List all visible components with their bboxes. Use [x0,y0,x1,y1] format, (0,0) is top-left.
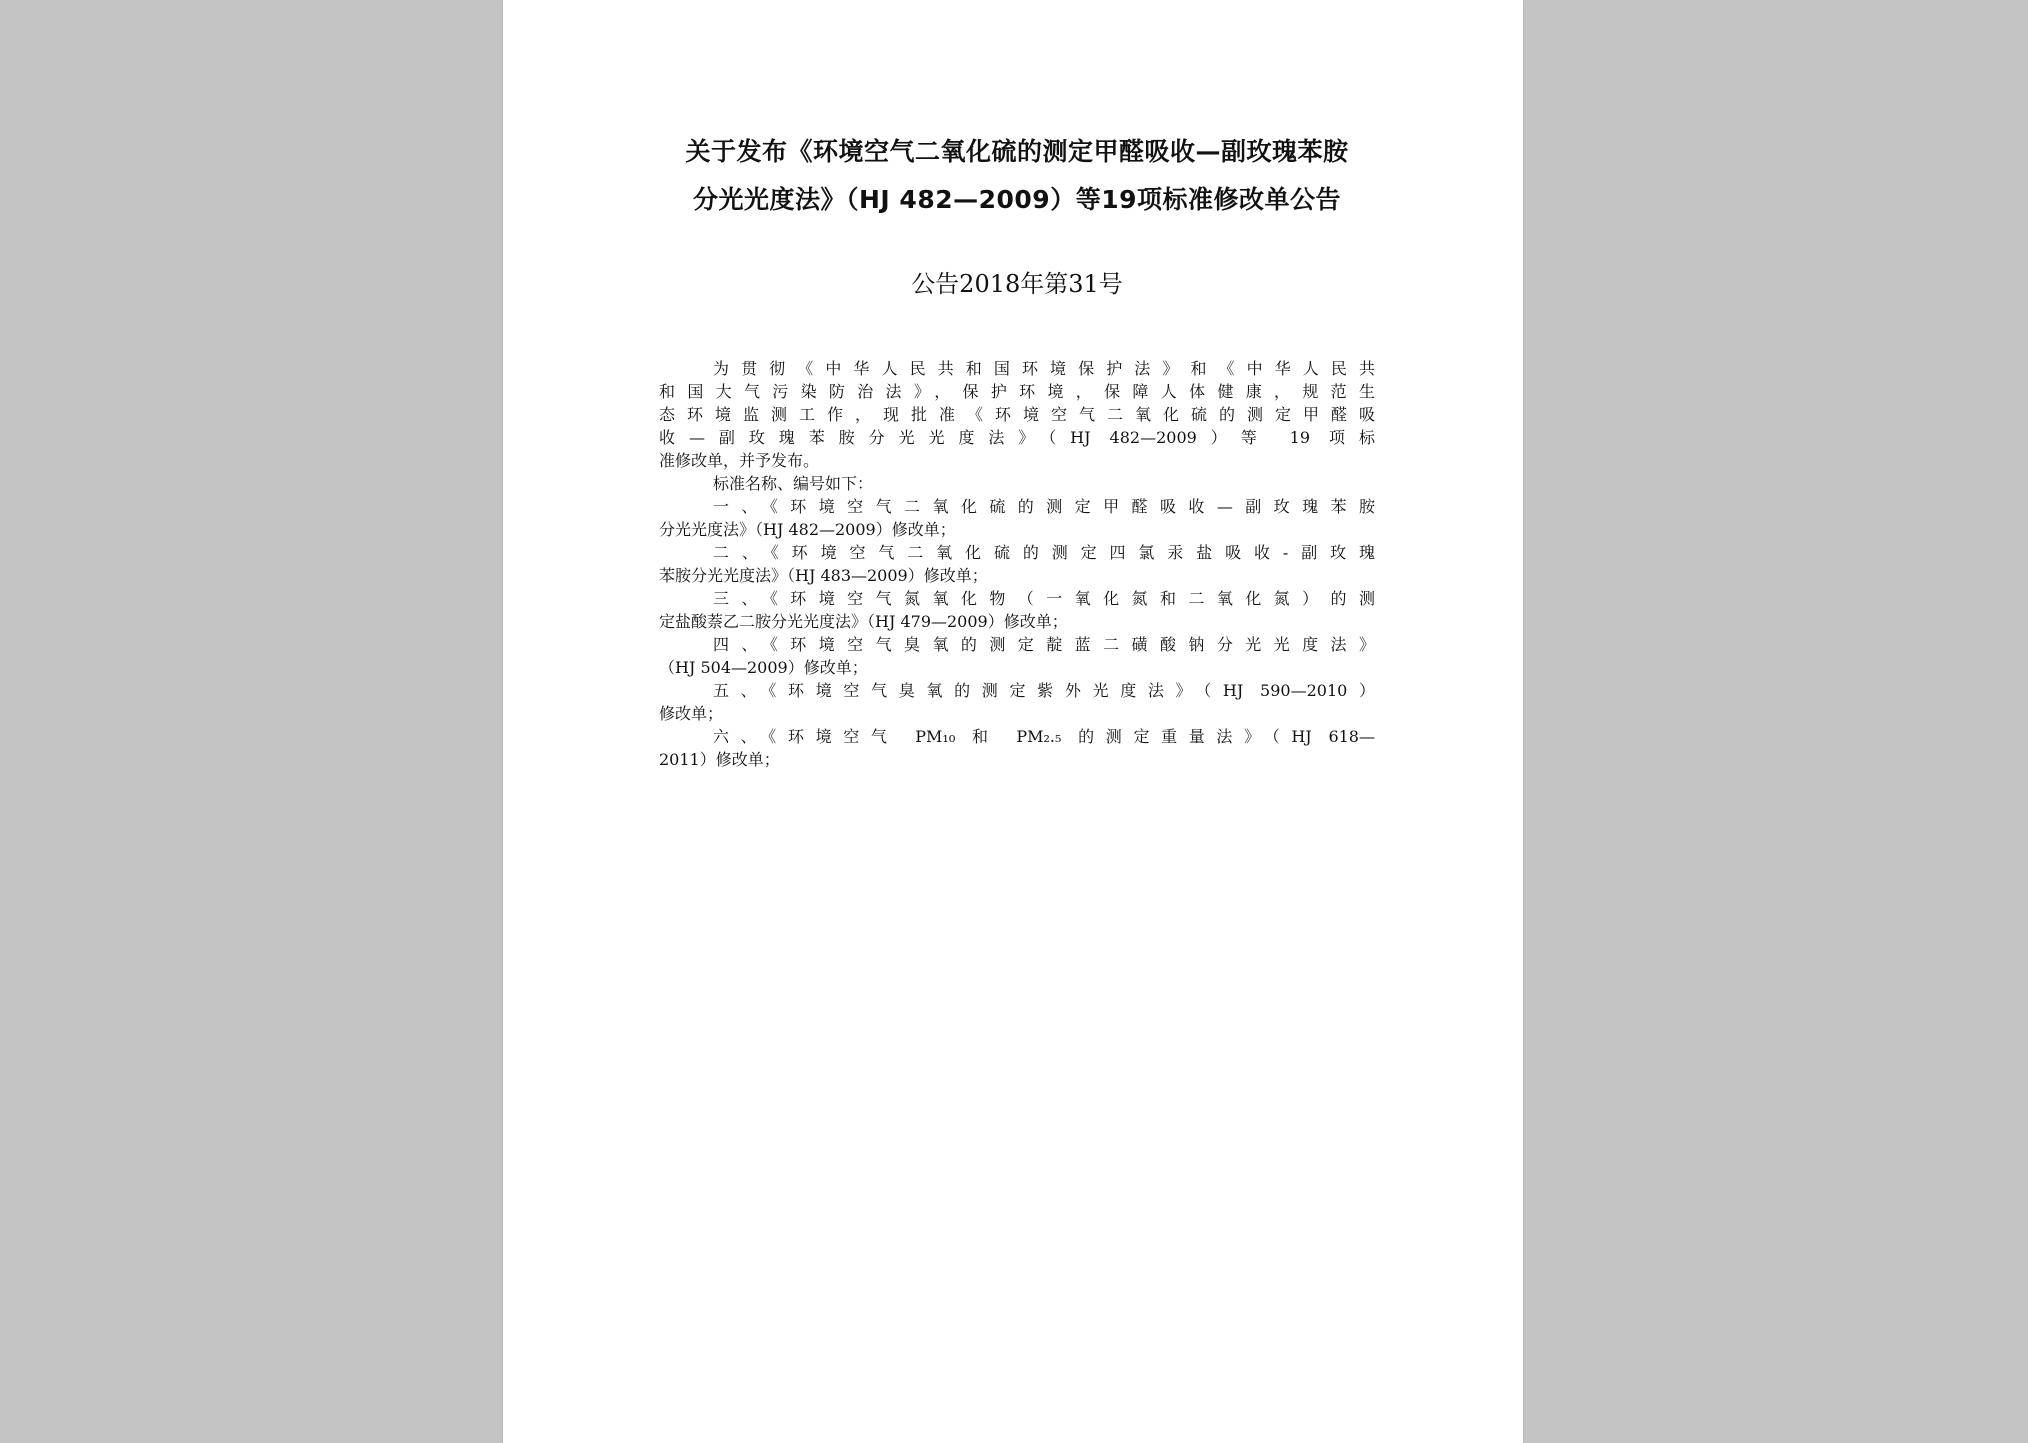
standard-item-line: 五、《环境空气臭氧的测定紫外光度法》（HJ 590—2010） [713,681,1375,700]
title-line-2: 分光光度法》（HJ 482—2009）等19项标准修改单公告 [693,185,1341,214]
standard-item-line: 六、《环境空气 PM₁₀ 和 PM₂.₅ 的测定重量法》（HJ 618— [713,727,1375,746]
standard-item-line: 苯胺分光光度法》（HJ 483—2009）修改单； [659,566,988,585]
list-heading: 标准名称、编号如下： [713,474,874,493]
intro-line: 为贯彻《中华人民共和国环境保护法》和《中华人民共 [713,359,1375,378]
standard-item-line: 2011）修改单； [659,750,780,769]
intro-line: 和国大气污染防治法》，保护环境，保障人体健康，规范生 [659,382,1375,401]
document-page [503,0,1523,1443]
standard-item-6 [659,724,1375,770]
standard-item-line: 定盐酸萘乙二胺分光光度法》（HJ 479—2009）修改单； [659,612,1068,631]
standard-item-line: 三、《环境空气氮氧化物（一氧化氮和二氧化氮）的测 [713,589,1375,608]
page-content [659,128,1375,770]
standard-item-line: 分光光度法》（HJ 482—2009）修改单； [659,520,956,539]
standard-item-4 [659,632,1375,678]
standard-item-1 [659,494,1375,540]
notice-number: 公告2018年第31号 [911,270,1123,298]
list-heading-paragraph [659,471,1375,494]
standard-item-5 [659,678,1375,724]
intro-line: 态环境监测工作，现批准《环境空气二氧化硫的测定甲醛吸 [659,405,1375,424]
standard-item-line: 二、《环境空气二氧化硫的测定四氯汞盐吸收-副玫瑰 [713,543,1375,562]
intro-line: 准修改单，并予发布。 [659,451,820,470]
standard-item-line: 四、《环境空气臭氧的测定靛蓝二磺酸钠分光光度法》 [713,635,1375,654]
standard-item-line: 修改单； [659,704,724,723]
standard-item-2 [659,540,1375,586]
standard-item-line: （HJ 504—2009）修改单； [659,658,868,677]
standard-item-line: 一、《环境空气二氧化硫的测定甲醛吸收—副玫瑰苯胺 [713,497,1375,516]
intro-line: 收—副玫瑰苯胺分光光度法》（HJ 482—2009）等 19 项标 [659,428,1375,447]
intro-paragraph [659,356,1375,471]
document-title [659,128,1375,224]
title-line-1: 关于发布《环境空气二氧化硫的测定甲醛吸收—副玫瑰苯胺 [685,137,1349,166]
standard-item-3 [659,586,1375,632]
